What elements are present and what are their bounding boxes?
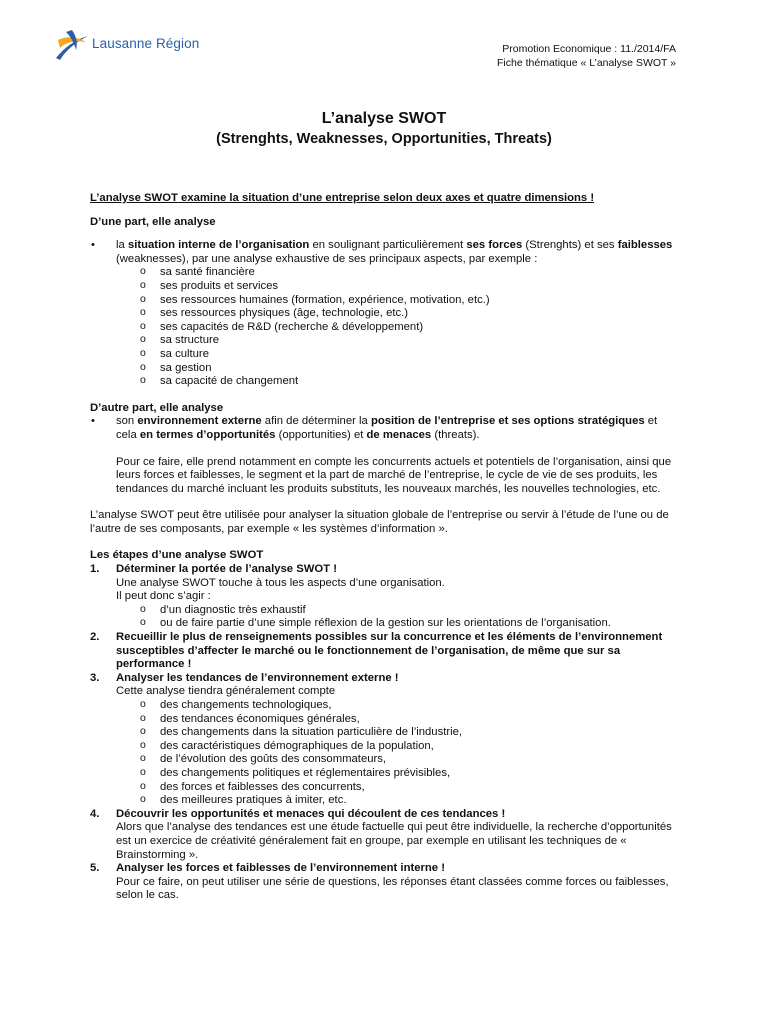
part1-bullet: • la situation interne de l’organisation en soulignant particulièrement ses forces (Strenghts) et ses faiblesses (weaknesses), par une analyse exhaustive de ses principaux aspects, par exemple : [91, 239, 673, 265]
list-item: o sa culture [140, 346, 209, 360]
step-text: Il peut donc s’agir : [116, 590, 211, 603]
usage-paragraph: L’analyse SWOT peut être utilisée pour analyser la situation globale de l’entreprise ou servir à l’étude de l’une ou de l’autre de ses composants, par exemple « les systèmes d’information ». [90, 509, 669, 535]
step-title: Analyser les forces et faiblesses de l’environnement interne ! [116, 862, 445, 875]
list-item: o des caractéristiques démographiques de la population, [140, 738, 434, 752]
step-5: 5. Analyser les forces et faiblesses de l’environnement interne ! Pour ce faire, on peut utiliser une série de questions, les réponses étant classées comme forces ou faiblesses, selon le cas. [90, 862, 680, 903]
page-title: L’analyse SWOT [321, 110, 447, 127]
list-item: o sa santé financière [140, 265, 255, 279]
lausanne-region-logo [52, 26, 212, 62]
part2-heading: D’autre part, elle analyse [90, 401, 224, 414]
list-item: o sa capacité de changement [140, 374, 299, 388]
step-title: Découvrir les opportunités et menaces qui découlent de ces tendances ! [116, 807, 506, 820]
step-text: Alors que l’analyse des tendances est une étude factuelle qui peut être individuelle, la recherche d’opportunités est un exercice de créativité généralement fait en groupe, par exemple en utilisant les techniques de « Brainstorming ». [116, 821, 672, 861]
list-item: o ou de faire partie d’une simple réflexion de la gestion sur les orientations de l’organisation. [140, 616, 611, 630]
step-title: Analyser les tendances de l’environnement externe ! [116, 671, 399, 684]
document-body [90, 192, 680, 903]
step1-list [90, 604, 680, 631]
page-subtitle: (Strenghts, Weaknesses, Opportunities, Threats) [216, 131, 552, 147]
step-text: Cette analyse tiendra généralement compte [116, 685, 336, 698]
list-item: o des changements technologiques, [140, 698, 332, 711]
logo-text: Lausanne Région [92, 36, 200, 51]
intro-statement: L’analyse SWOT examine la situation d’une entreprise selon deux axes et quatre dimensions ! [90, 192, 595, 204]
list-item: o d’un diagnostic très exhaustif [140, 602, 306, 616]
list-item: o ses produits et services [140, 278, 279, 292]
list-item: o de l’évolution des goûts des consommateurs, [140, 752, 387, 766]
list-item: o des forces et faiblesses des concurrents, [140, 779, 365, 793]
document-reference [497, 42, 676, 70]
reference-line: Promotion Economique : 11./2014/FA [502, 43, 676, 55]
step-text: Une analyse SWOT touche à tous les aspects d’une organisation. [116, 576, 445, 589]
step-title: Recueillir le plus de renseignements possibles sur la concurrence et les éléments de l’environnement susceptibles d’affecter le marché ou le fonctionnement de l’organisation, de même que sur sa performance ! [116, 631, 663, 671]
step-title: Déterminer la portée de l’analyse SWOT ! [116, 563, 337, 576]
part2-bullet: • son environnement externe afin de déterminer la position de l’entreprise et ses options stratégiques et cela en termes d’opportunités (opportunities) et de menaces (threats). [91, 415, 658, 441]
list-item: o ses capacités de R&D (recherche & développement) [140, 319, 424, 333]
list-item: o des tendances économiques générales, [140, 711, 360, 725]
list-item: o des changements dans la situation particulière de l’industrie, [140, 725, 463, 739]
list-item: o des changements politiques et réglementaires prévisibles, [140, 765, 451, 779]
bullet-marker: • [91, 239, 95, 252]
step-4: 4. Découvrir les opportunités et menaces qui découlent de ces tendances ! Alors que l’analyse des tendances est une étude factuelle qui peut être individuelle, la recherche d’opportunités est un exercice de créativité généralement fait en groupe, par exemple en utilisant les techniques de « Brainstorming ». [90, 808, 680, 862]
list-item: o des meilleures pratiques à imiter, etc. [140, 793, 347, 807]
steps-heading: Les étapes d’une analyse SWOT [90, 549, 264, 562]
internal-aspects-list [90, 266, 680, 388]
list-item: o ses ressources humaines (formation, expérience, motivation, etc.) [140, 292, 490, 306]
external-analysis-paragraph: Pour ce faire, elle prend notamment en compte les concurrents actuels et potentiels de l’organisation, ainsi que leurs forces et faiblesses, le segment et la part de marché de l’entreprise, le cycle de vie de ses produits, les tendances du marché incluant les produits substituts, les nouveaux marchés, les nouvelles technologies, etc. [116, 455, 672, 495]
step-text: Pour ce faire, on peut utiliser une série de questions, les réponses étant classées comme forces ou faiblesses, selon le cas. [116, 875, 669, 902]
step-1: 1. Déterminer la portée de l’analyse SWOT ! Une analyse SWOT touche à tous les aspects d’une organisation. Il peut donc s’agir : [90, 563, 680, 604]
part1-heading: D’une part, elle analyse [90, 215, 216, 228]
list-item: o sa structure [140, 333, 220, 347]
fiche-line: Fiche thématique « L’analyse SWOT » [497, 57, 676, 69]
list-item: o ses ressources physiques (âge, technologie, etc.) [140, 306, 409, 320]
step-3: 3. Analyser les tendances de l’environnement externe ! Cette analyse tiendra généralement compte [90, 672, 680, 699]
logo-swoosh-icon [52, 26, 92, 62]
bullet-marker: • [91, 415, 95, 428]
step-2: 2. Recueillir le plus de renseignements possibles sur la concurrence et les éléments de l’environnement susceptibles d’affecter le marché ou le fonctionnement de l’organisation, de même que sur sa performance ! [90, 631, 680, 672]
list-item: o sa gestion [140, 360, 212, 374]
step3-list [90, 699, 680, 808]
